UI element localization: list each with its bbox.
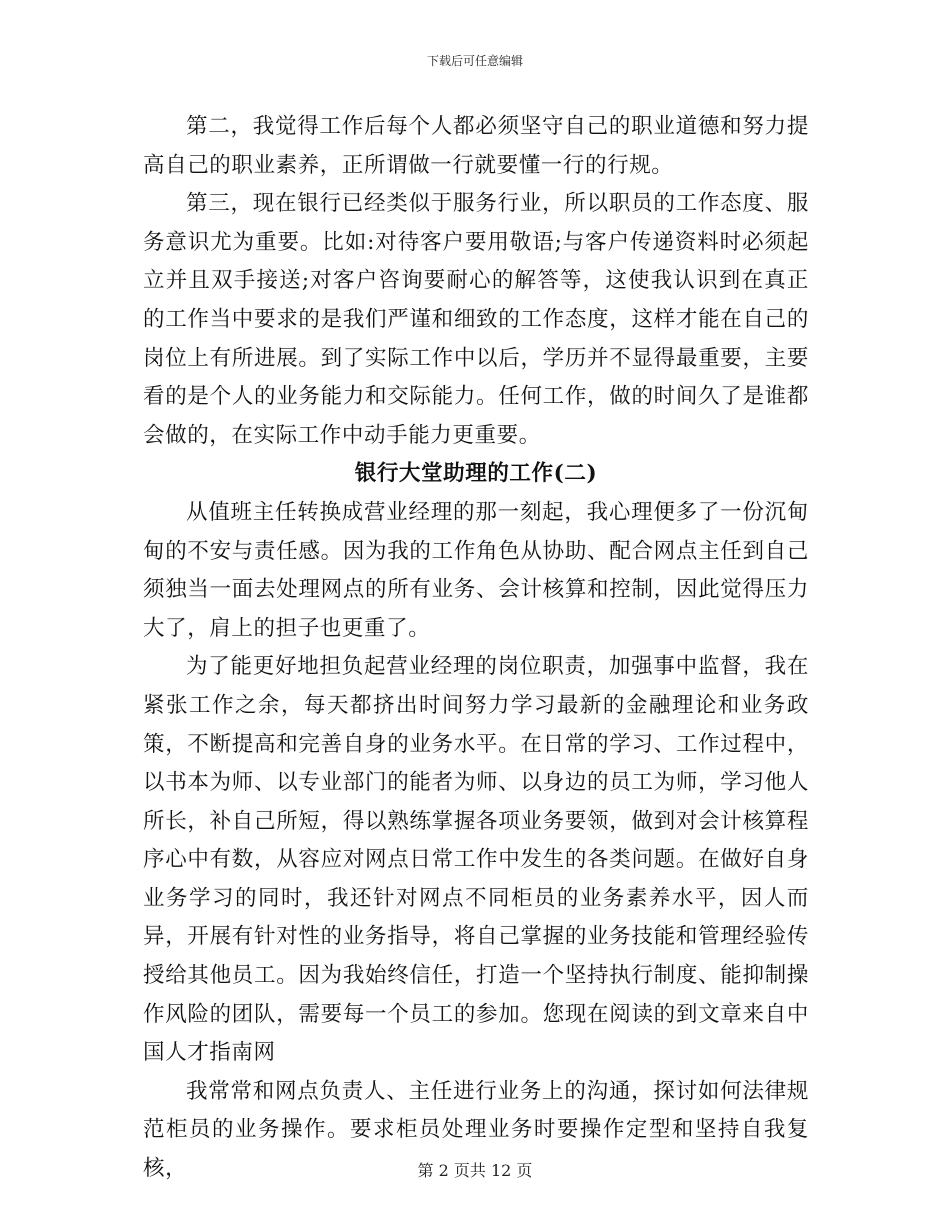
paragraph: 从值班主任转换成营业经理的那一刻起，我心理便多了一份沉甸甸的不安与责任感。因为我的工作角色从协助、配合网点主任到自己须独当一面去处理网点的所有业务、会计核算和控制，因此觉得压力大了，肩上的担子也更重了。 bbox=[143, 499, 809, 641]
paragraph: 第三，现在银行已经类似于服务行业，所以职员的工作态度、服务意识尤为重要。比如:对待客户要用敬语;与客户传递资料时必须起立并且双手接送;对客户咨询要耐心的解答等，这使我认识到在真正的工作当中要求的是我们严谨和细致的工作态度，这样才能在自己的岗位上有所进展。到了实际工作中以后，学历并不显得最重要，主要看的是个人的业务能力和交际能力。任何工作，做的时间久了是谁都会做的，在实际工作中动手能力更重要。 bbox=[143, 191, 809, 448]
paragraph: 我常常和网点负责人、主任进行业务上的沟通，探讨如何法律规范柜员的业务操作。要求柜员处理业务时要操作定型和坚持自我复核， bbox=[143, 1078, 809, 1182]
page-footer: 第 2 页共 12 页 bbox=[417, 1161, 533, 1180]
paragraph: 第二，我觉得工作后每个人都必须坚守自己的职业道德和努力提高自己的职业素养，正所谓做一行就要懂一行的行规。 bbox=[143, 114, 809, 178]
paragraph: 为了能更好地担负起营业经理的岗位职责，加强事中监督，我在紧张工作之余，每天都挤出时间努力学习最新的金融理论和业务政策，不断提高和完善自身的业务水平。在日常的学习、工作过程中，以书本为师、以专业部门的能者为师、以身边的员工为师，学习他人所长，补自己所短，得以熟练掌握各项业务要领，做到对会计核算程序心中有数，从容应对网点日常工作中发生的各类问题。在做好自身业务学习的同时，我还针对网点不同柜员的业务素养水平，因人而异，开展有针对性的业务指导，将自己掌握的业务技能和管理经验传授给其他员工。因为我始终信任，打造一个坚持执行制度、能抑制操作风险的团队，需要每一个员工的参加。您现在阅读的到文章来自中国人才指南网 bbox=[143, 654, 809, 1066]
page-header: 下载后可任意编辑 bbox=[426, 54, 523, 68]
section-title: 银行大堂助理的工作(二) bbox=[354, 461, 598, 487]
document-body bbox=[143, 108, 809, 1189]
